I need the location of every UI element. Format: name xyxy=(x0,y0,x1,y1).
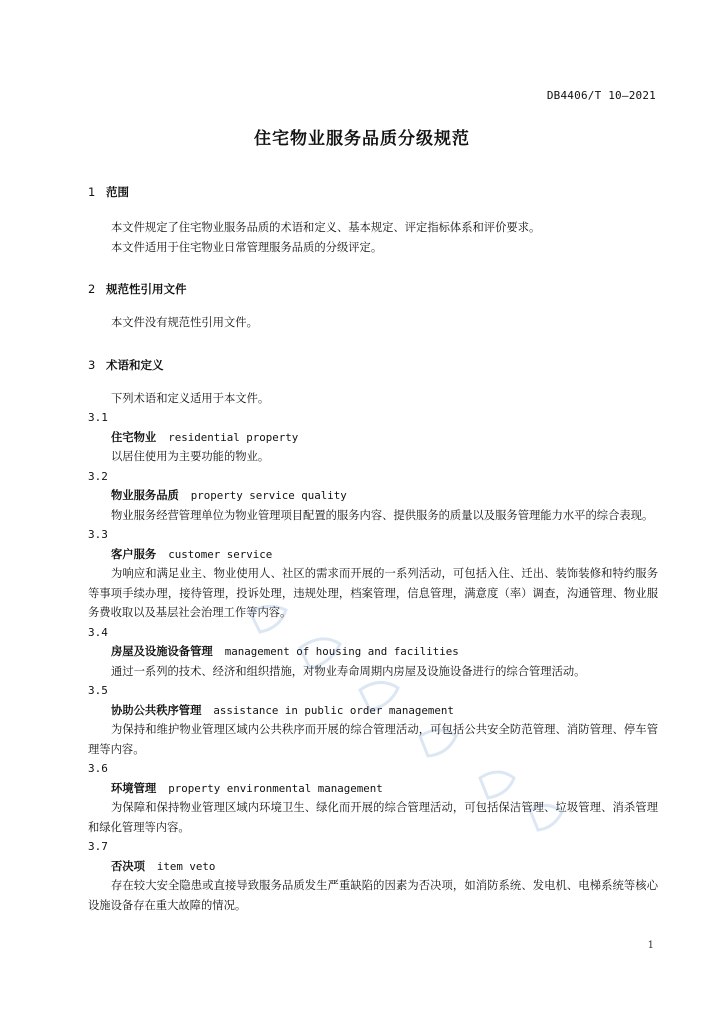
section-number: 2 xyxy=(88,282,96,296)
section-number: 3 xyxy=(88,357,96,372)
term-number: 3.5 xyxy=(88,684,108,697)
document-title: 住宅物业服务品质分级规范 xyxy=(254,129,470,149)
term-entry xyxy=(88,486,658,506)
term-number: 3.3 xyxy=(88,528,108,541)
section-title: 术语和定义 xyxy=(106,357,164,372)
term-en: assistance in public order management xyxy=(213,703,454,717)
term-number: 3.4 xyxy=(88,625,108,639)
term-number: 3.1 xyxy=(88,411,108,424)
section-heading-scope xyxy=(88,182,658,202)
term-definition: 为保障和保持物业管理区域内环境卫生、绿化而开展的综合管理活动，可包括保洁管理、垃圾管理、消杀管理和绿化管理等内容。 xyxy=(88,801,658,834)
term-zh: 协助公共秩序管理 xyxy=(111,703,202,717)
term-entry xyxy=(88,779,658,799)
term-number: 3.2 xyxy=(88,469,108,483)
term-entry xyxy=(88,701,658,721)
term-zh: 房屋及设施设备管理 xyxy=(111,645,213,658)
document-code: DB4406/T 10—2021 xyxy=(546,89,656,102)
term-en: property service quality xyxy=(190,489,347,502)
term-definition: 存在较大安全隐患或直接导致服务品质发生严重缺陷的因素为否决项，如消防系统、发电机、电梯系统等核心设施设备存在重大故障的情况。 xyxy=(88,879,658,912)
term-definition: 通过一系列的技术、经济和组织措施，对物业寿命周期内房屋及设施设备进行的综合管理活动。 xyxy=(111,664,586,678)
term-definition: 为响应和满足业主、物业使用人、社区的需求而开展的一系列活动，可包括入住、迁出、装饰装修和特约服务等事项手续办理，接待管理，投诉处理，违规处理，档案管理，信息管理，满意度（率）调查，沟通管理、物业服务费收取以及基层社会治理工作等内容。 xyxy=(88,567,658,619)
page-number: 1 xyxy=(647,940,654,951)
section-title: 规范性引用文件 xyxy=(106,282,187,296)
term-entry xyxy=(88,642,658,662)
term-en: item veto xyxy=(156,859,216,873)
term-entry xyxy=(88,545,658,565)
term-definition: 为保持和维护物业管理区域内公共秩序而开展的综合管理活动，可包括公共安全防范管理、消防管理、停车管理等内容。 xyxy=(88,723,658,756)
term-zh: 客户服务 xyxy=(111,547,157,561)
term-entry xyxy=(88,857,658,877)
term-definition: 物业服务经营管理单位为物业管理项目配置的服务内容、提供服务的质量以及服务管理能力水平的综合表现。 xyxy=(111,508,654,522)
section-title: 范围 xyxy=(106,185,129,199)
paragraph: 本文件没有规范性引用文件。 xyxy=(111,316,258,329)
term-zh: 环境管理 xyxy=(111,781,157,795)
paragraph: 本文件适用于住宅物业日常管理服务品质的分级评定。 xyxy=(111,240,383,254)
term-definition: 以居住使用为主要功能的物业。 xyxy=(111,450,270,463)
document-body xyxy=(88,182,658,915)
term-zh: 物业服务品质 xyxy=(111,489,179,502)
term-en: customer service xyxy=(168,547,273,561)
section-heading-normative-references xyxy=(88,279,658,299)
paragraph: 本文件规定了住宅物业服务品质的术语和定义、基本规定、评定指标体系和评价要求。 xyxy=(111,221,541,234)
term-entry xyxy=(88,428,658,448)
term-en: management of housing and facilities xyxy=(224,645,459,658)
term-en: property environmental management xyxy=(168,781,383,795)
term-en: residential property xyxy=(168,430,299,444)
term-number: 3.7 xyxy=(88,840,108,853)
term-zh: 否决项 xyxy=(111,859,145,873)
term-zh: 住宅物业 xyxy=(111,430,157,444)
section-number: 1 xyxy=(88,185,96,199)
paragraph: 下列术语和定义适用于本文件。 xyxy=(111,391,270,405)
term-number: 3.6 xyxy=(88,762,108,775)
section-heading-terms-definitions xyxy=(88,355,658,375)
